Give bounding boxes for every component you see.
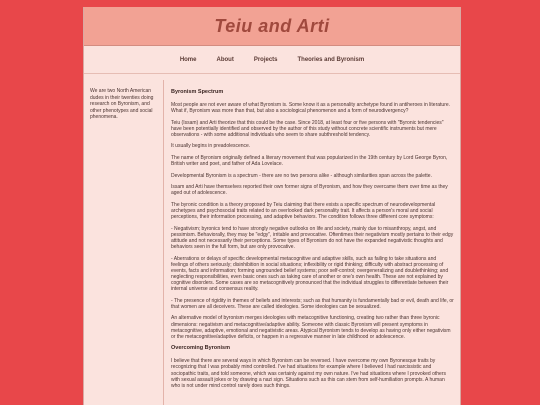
page-container xyxy=(83,7,461,405)
sidebar-text: We are two North American dudes in their twenties doing research on Byronism, and other phenotypes and social phenomena. xyxy=(90,88,154,121)
paragraph: Issam and Arti have themselves reported their own former signs of Byronism, and how they overcame them over time as they aged out of adolescence. xyxy=(171,184,448,197)
main-content xyxy=(164,80,460,405)
paragraph: Teiu (Issam) and Arti theorize that this could be the case. Since 2018, at least four or five persons with "Byronic tendencies" have been potentially identified and observed by the author of this study without concrete scientific instruments but mere observations - with some additional individuals who seem to share subthreshold tendency. xyxy=(171,119,444,138)
site-header xyxy=(84,7,460,46)
paragraph: Developmental Byronism is a spectrum - there are no two persons alike - although similarities span across the palette. xyxy=(171,172,432,179)
nav-home[interactable]: Home xyxy=(179,56,197,63)
paragraph: The byronic condition is a theory proposed by Teiu claiming that there exists a specific spectrum of neurodevelopmental archetypes and psychosocial traits related to an overlooked dark personality trait. It affects a person's moral and social perceptions, their information processing, and adaptive behaviors. The condition follows three different core symptoms: xyxy=(171,202,436,221)
paragraph: Most people are not ever aware of what Byronism is. Some know it as a personality archetype found in antiheroes in literature. What if, Byronism was more than that, but also a sociological phenomenon and a form of neurodivergency? xyxy=(171,102,451,115)
paragraph: An alternative model of byronism merges ideologies with metacognitive functioning, creating two rather than three byronic dimensions: negativism and metacognitive/adaptive ability. Someone with classic Byronism will present symptoms in metacognitive, adaptive, emotional and negativistic areas. Atypical Byronism tends to develop as having only either negativism or the metacognitive/adaptive deficits, or happen in a regressive manner in late childhood or adolescence. xyxy=(171,315,451,340)
paragraph: The name of Byronism originally defined a literary movement that was popularized in the 19th century by Lord George Byron, British writer and poet, and father of Ada Lovelace. xyxy=(171,155,448,168)
nav-theories[interactable]: Theories and Byronism xyxy=(297,56,365,63)
paragraph: - Negativism; byronics tend to have strongly negative outlooks on life and society, mainly due to misanthropy, angst, and pessimism. Behaviorally, they may be "edgy", irritable and provocative. Oftentimes their negativism mostly pertains to their edgy attitude and not necessarily their perceptions. Some types of Byronism do not have the expanded negativistic thoughts and behaviors seen in the full form, but are only provocative. xyxy=(171,225,454,251)
section-heading-overcoming: Overcoming Byronism xyxy=(171,345,230,352)
site-title: Teiu and Arti xyxy=(214,15,330,36)
paragraph: It usually begins in preadolescence. xyxy=(171,143,251,150)
main-nav xyxy=(84,46,460,74)
section-heading-spectrum: Byronism Spectrum xyxy=(171,89,224,95)
nav-projects[interactable]: Projects xyxy=(253,56,278,63)
paragraph: - The presence of rigidity in themes of beliefs and interests; such as that humanity is fundamentally bad or evil, death and life, or that women are all deceivers. These are called ideologies. Some ideologies can be sexualized. xyxy=(171,297,454,310)
body-wrap xyxy=(84,80,460,405)
sidebar xyxy=(84,80,164,405)
paragraph: I believe that there are several ways in which Byronism can be reversed. I have overcome my own Byronesque traits by recognizing that I was probably mind controlled. I've had situations for example where I believed I had narcissistic and sociopathic traits, and told someone, which was certainly against my own nature. I've had situations where I provoked others with sexual assault jokes or by drawing a nazi sign. Situations such as this can stem from self-humiliation prompts. A human who is not under mind control rarely does such things. xyxy=(171,358,446,389)
nav-about[interactable]: About xyxy=(216,56,234,63)
paragraph: - Aberrations or delays of specific developmental metacognitive and adaptive skills, such as failing to take situations and feelings of others seriously; disinhibition in social situations; inflexibility or rigid thinking; difficulty with abstract processing of events, facts and information; forming ungrounded belief systems; poor self-control; overgeneralizing and doublethinking; and neglecting responsibilities, even basic ones such as taking care of another or one's own health. These are not explained by cognitive disorders. Some cases are so metacognitively pronounced that the individual struggles to differentiate between their internal universe and consensus reality. xyxy=(171,255,449,293)
